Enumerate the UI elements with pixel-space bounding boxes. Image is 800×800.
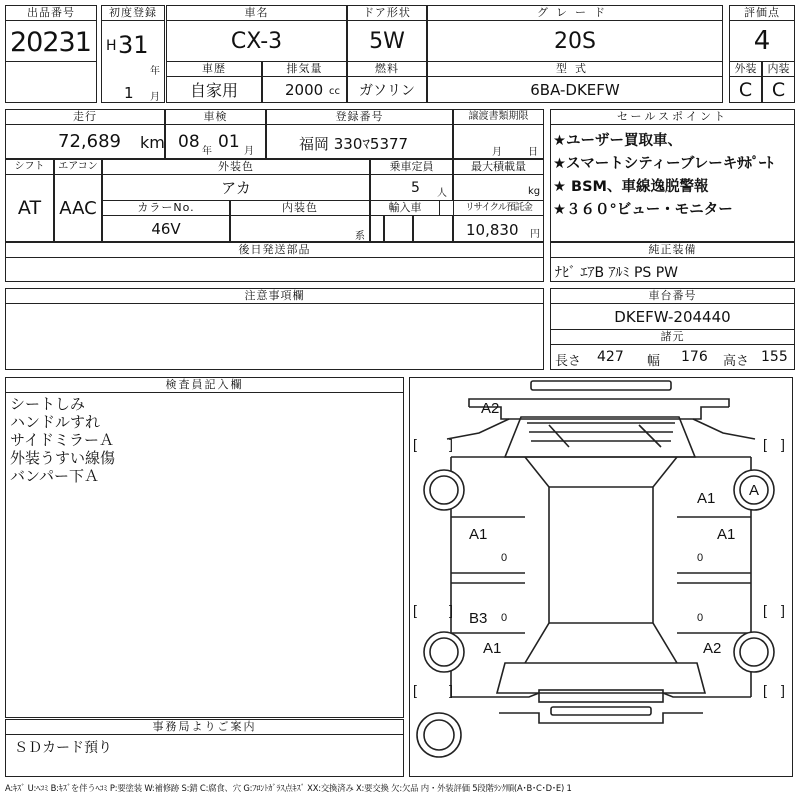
exterior-grade: C [729,76,762,103]
wheel-rear-left-inner [430,638,458,666]
notes-label: 注意事項欄 [5,288,544,304]
mark-zero: 0 [501,612,508,624]
inspector-note: シートしみ [10,395,86,413]
transfer-month: 月 [492,147,502,158]
bracket-close: ] [449,602,453,618]
legend: A:ｷｽﾞ U:ﾍｺﾐ B:ｷｽﾞを伴うﾍｺﾐ P:要塗装 W:補修跡 S:錆 C:腐食、穴 G:ﾌﾛﾝﾄｶﾞﾗｽ点ｷｽﾞ XX:交換済み X:要交換 欠:欠品 内・外装評価 5段階ﾗﾝｸ順(A･B･C･D･E) 1 [5,783,572,793]
transfer-day: 日 [528,147,538,158]
interior-label: 内装 [762,61,795,77]
standard-equipment-label: 純正装備 [550,242,795,258]
standard-equipment-box [550,257,795,282]
length: 427 [597,349,624,365]
exterior-color: アカ [102,174,370,201]
later-parts-box [5,257,544,282]
specs-label: 諸元 [550,329,795,345]
inspector-notes-box [5,392,404,718]
mark-a1-right-door: A1 [717,526,736,543]
wheel-front-left-inner [430,476,458,504]
car-name: CX-3 [166,20,347,62]
office-notes-box [5,734,404,777]
aircon-label: エアコン [54,159,102,175]
sales-point: ★スマートシティーブレーキｻﾎﾟｰﾄ [553,156,774,172]
mark-zero: 0 [697,552,704,564]
diagram-frame [410,378,793,777]
width-label: 幅 [647,354,661,369]
spare-wheel-inner [424,720,454,750]
color-number: 46V [102,215,230,242]
office-notes-label: 事務局よりご案内 [5,719,404,735]
reg-year-unit: 年 [150,66,160,77]
inspector-note: サイドミラーＡ [10,431,114,449]
mark-a1-left-rear: A1 [483,640,502,657]
bracket-close: ] [781,682,785,698]
interior-color-box [230,215,370,242]
sales-point: ★３６０°ビュー・モニター [553,202,733,218]
interior-color-label: 内装色 [230,200,370,216]
recycle-label: リサイクル預託金 [453,200,544,216]
bracket-close: ] [449,436,453,452]
mark-a1-left-door: A1 [469,526,488,543]
mileage-box [5,124,165,159]
lot-extra-box [5,61,97,103]
length-label: 長さ [555,354,582,369]
seat-capacity-box [370,174,453,201]
displacement-label: 排気量 [262,61,347,77]
inspection-year-unit: 年 [202,146,212,157]
plate-number: 福岡 330ﾏ5377 [299,135,409,153]
import-box-mid [384,215,413,242]
bracket-close: ] [781,436,785,452]
seat-capacity-unit: 人 [437,188,447,199]
aircon: AAC [54,174,102,242]
bracket-open: [ [763,436,767,452]
lot-number-box [5,20,97,62]
bracket-open: [ [413,602,417,618]
plate-label: 登録番号 [266,109,453,125]
notes-box [5,303,544,370]
bracket-open: [ [763,682,767,698]
wheel-rear-right-inner [740,638,768,666]
grade: 20S [427,20,723,62]
max-load-unit: kg [528,186,541,197]
model-code-label: 型式 [427,61,723,77]
chassis-number-label: 車台番号 [550,288,795,304]
history-label: 車歴 [166,61,262,77]
mark-zero: 0 [697,612,704,624]
plate-box [266,124,453,159]
reg-month-unit: 月 [150,92,160,103]
lot-number-label: 出品番号 [5,5,97,21]
recycle-box [453,215,544,242]
sales-points-box [550,124,795,242]
bracket-close: ] [449,682,453,698]
first-registration-label: 初度登録 [101,5,165,21]
score: 4 [729,20,795,62]
exterior-label: 外装 [729,61,762,77]
mark-a2-front: A2 [481,400,500,417]
mark-a-wheel: A [749,482,760,499]
interior-color-unit: 系 [355,231,365,242]
width: 176 [681,349,708,365]
bracket-close: ] [781,602,785,618]
shift-label: シフト [5,159,54,175]
later-parts-label: 後日発送部品 [5,242,544,258]
door-type: 5W [347,20,427,62]
inspection-label: 車検 [165,109,266,125]
mileage: 72,689 [58,131,121,152]
inspection-box [165,124,266,159]
score-label: 評価点 [729,5,795,21]
height: 155 [761,349,788,365]
mark-zero: 0 [501,552,508,564]
fuel: ガソリン [347,76,427,103]
transfer-deadline-label: 譲渡書類期限 [453,109,544,125]
reg-year: 31 [118,31,149,59]
inspector-note: 外装うすい線傷 [10,449,116,467]
import-box-right [413,215,453,242]
inspection-year: 08 [178,132,200,152]
height-label: 高さ [723,354,750,369]
seat-capacity-label: 乗車定員 [370,159,453,175]
recycle-unit: 円 [530,229,540,240]
displacement: 2000 [285,81,324,99]
max-load-box [453,174,544,201]
exterior-color-label: 外装色 [102,159,370,175]
mark-b3-left-rear: B3 [469,610,488,627]
car-name-label: 車名 [166,5,347,21]
inspector-note: バンパー下Ａ [10,467,99,485]
color-number-label: カラーNo. [102,200,230,216]
office-note: ＳＤカード預り [14,740,112,756]
import-label: 輸入車 [370,200,440,216]
mileage-unit: km [140,133,165,152]
max-load-label: 最大積載量 [453,159,544,175]
transfer-deadline-box [453,124,544,159]
mark-a1-right-front: A1 [697,490,716,507]
fuel-label: 燃料 [347,61,427,77]
history: 自家用 [166,76,262,103]
shift: AT [5,174,54,242]
era: H [106,38,117,54]
displacement-box [262,76,347,103]
recycle-fee: 10,830 [466,221,519,239]
mileage-label: 走行 [5,109,165,125]
chassis-number: DKEFW-204440 [550,303,795,330]
sales-point: ★ユーザー買取車、 [553,133,682,149]
model-code: 6BA-DKEFW [427,76,723,103]
inspection-month-unit: 月 [244,146,254,157]
interior-grade: C [762,76,795,103]
damage-diagram [409,377,793,777]
seat-capacity: 5 [411,180,420,196]
first-registration-box [101,20,165,103]
bracket-open: [ [413,436,417,452]
mark-a2-right-rear: A2 [703,640,722,657]
bracket-open: [ [763,602,767,618]
inspector-note: ハンドルすれ [10,413,101,431]
import-box-left [370,215,384,242]
reg-month: 1 [124,84,134,102]
lot-number: 20231 [10,27,91,58]
inspection-month: 01 [218,132,240,152]
bracket-open: [ [413,682,417,698]
specs-box [550,344,795,370]
inspector-notes-label: 検査員記入欄 [5,377,404,393]
standard-equipment: ﾅﾋﾞ ｴｱB ｱﾙﾐ PS PW [555,265,679,281]
door-type-label: ドア形状 [347,5,427,21]
displacement-unit: cc [329,86,340,97]
sales-point: ★ BSM、車線逸脱警報 [553,179,709,195]
grade-label: グレード [427,5,723,21]
sales-points-label: セールスポイント [550,109,795,125]
